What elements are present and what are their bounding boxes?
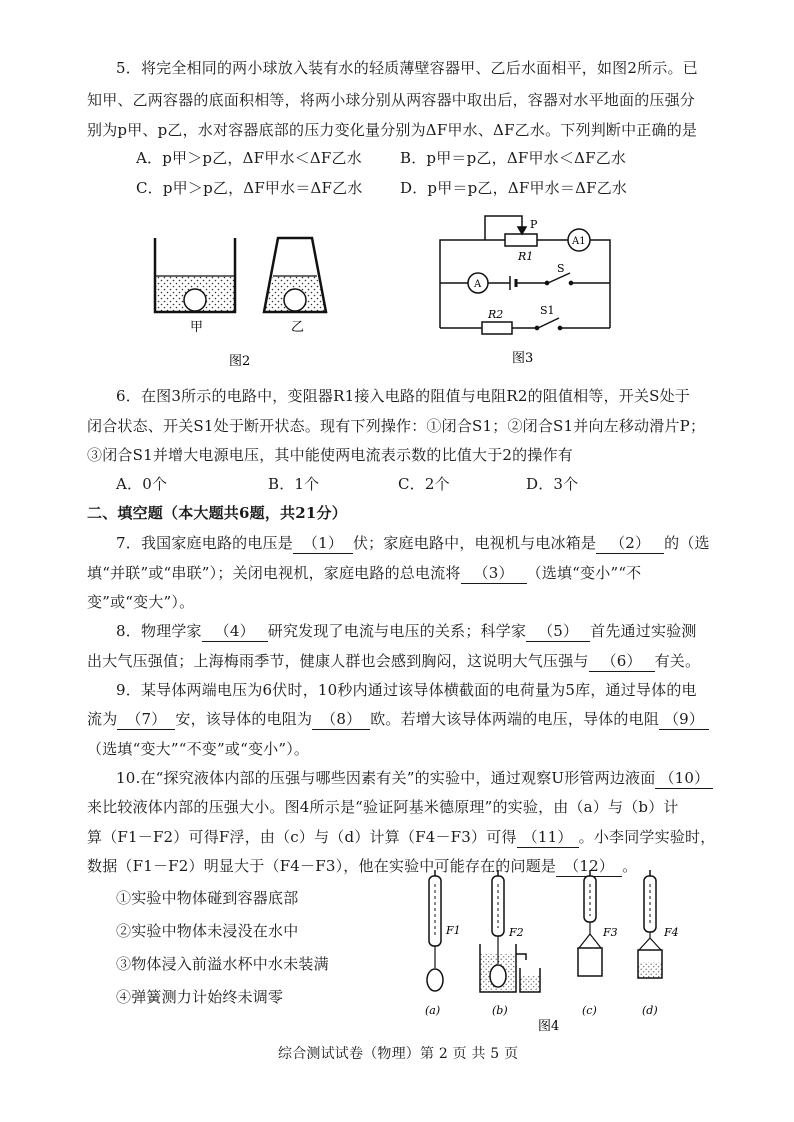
q8-text-1c: 首先通过实验测 — [590, 622, 697, 640]
blank-10[interactable]: （10） — [655, 768, 713, 789]
blank-12[interactable]: （12） — [556, 856, 622, 877]
q5-line3: 别为p甲、p乙，水对容器底部的压力变化量分别为ΔF甲水、ΔF乙水。下列判断中正确的是 — [87, 121, 698, 139]
figure-3-caption: 图3 — [512, 351, 534, 366]
q9-line1: 9．某导体两端电压为6伏时，10秒内通过该导体横截面的电荷量为5库，通过导体的电 — [116, 681, 697, 699]
rheostat-r1 — [505, 234, 537, 246]
q9-line2 — [87, 709, 709, 730]
q9-text-2c: 欧。若增大该导体两端的电压，导体的电阻 — [370, 710, 660, 728]
empty-beaker-c — [578, 948, 602, 976]
label-a: (a) — [425, 1004, 441, 1017]
q5-option-c: C．p甲＞p乙，ΔF甲水＝ΔF乙水 — [136, 179, 363, 197]
figure-4-caption: 图4 — [538, 1019, 560, 1033]
container-jia — [155, 238, 235, 312]
setup-a — [425, 870, 461, 1017]
q7-text-1a: 7．我国家庭电路的电压是 — [116, 534, 293, 552]
blank-5[interactable]: （5） — [526, 621, 590, 642]
q7-text-1c: 的（选 — [664, 534, 710, 552]
label-b: (b) — [492, 1004, 508, 1017]
q10-line2: 来比较液体内部的压强大小。图4所示是“验证阿基米德原理”的实验，由（a）与（b）计 — [87, 798, 679, 816]
setup-d — [638, 870, 679, 1017]
q6-option-b: B．1个 — [268, 475, 320, 493]
q10-option-1: ①实验中物体碰到容器底部 — [116, 889, 299, 907]
q7-line1 — [116, 533, 710, 554]
q5-option-a: A．p甲＞p乙，ΔF甲水＜ΔF乙水 — [136, 149, 362, 167]
label-a: A — [474, 279, 482, 290]
setup-b — [480, 870, 540, 1017]
label-yi: 乙 — [291, 320, 305, 335]
label-f1: F1 — [446, 924, 461, 937]
q10-text-4b: 。 — [622, 857, 638, 875]
label-c: (c) — [582, 1004, 597, 1017]
q6-line1: 6．在图3所示的电路中，变阻器R1接入电路的阻值与电阻R2的阻值相等，开关S处于 — [116, 387, 691, 405]
ball-yi — [284, 289, 306, 311]
q9-text-2a: 流为 — [87, 710, 118, 728]
q6-line3: ③闭合S1并增大电源电压，其中能使两电流表示数的比值大于2的操作有 — [87, 446, 573, 464]
label-r1: R1 — [518, 250, 534, 263]
q10-option-4: ④弹簧测力计始终未调零 — [116, 988, 284, 1006]
q10-option-3: ③物体浸入前溢水杯中水未装满 — [116, 955, 329, 973]
object-a — [427, 969, 443, 991]
figure-2-containers — [145, 228, 335, 373]
blank-2[interactable]: （2） — [596, 533, 664, 554]
label-s1: S1 — [540, 304, 555, 317]
label-p: P — [530, 218, 538, 231]
blank-9[interactable]: （9） — [659, 709, 709, 730]
label-f3: F3 — [603, 926, 618, 939]
q5-option-b: B．p甲＝p乙，ΔF甲水＜ΔF乙水 — [400, 149, 627, 167]
q7-text-2a: 填“并联”或“串联”）；关闭电视机，家庭电路的总电流将 — [87, 564, 461, 582]
q8-text-1b: 研究发现了电流与电压的关系；科学家 — [267, 622, 527, 640]
label-d: (d) — [642, 1004, 658, 1017]
ball-jia — [184, 289, 206, 311]
blank-4[interactable]: （4） — [202, 621, 268, 642]
q10-line1 — [116, 768, 713, 789]
blank-7[interactable]: （7） — [117, 709, 175, 730]
blank-8[interactable]: （8） — [312, 709, 370, 730]
setup-c — [578, 870, 618, 1017]
q8-line2 — [87, 651, 700, 672]
q10-text-3a: 算（F1－F2）可得F浮，由（c）与（d）计算（F4－F3）可得 — [87, 828, 517, 846]
label-s: S — [557, 262, 565, 275]
q5-line2: 知甲、乙两容器的底面积相等，将两小球分别从两容器中取出后，容器对水平地面的压强分 — [87, 91, 696, 109]
q7-line3: 变”或“变大”）。 — [87, 593, 195, 611]
container-yi — [264, 238, 326, 312]
section-2-title: 二、填空题（本大题共6题，共21分） — [87, 504, 347, 522]
q10-line3 — [87, 827, 715, 848]
q9-line3: （选填“变大”“不变”或“变小”）。 — [87, 740, 310, 758]
q10-option-2: ②实验中物体未浸没在水中 — [116, 922, 299, 940]
q6-option-d: D．3个 — [526, 475, 579, 493]
switch-s1 — [538, 318, 559, 328]
page-footer: 综合测试试卷（物理）第 2 页 共 5 页 — [278, 1046, 519, 1062]
q9-text-2b: 安，该导体的电阻为 — [175, 710, 313, 728]
object-b — [490, 965, 506, 987]
label-a1: A1 — [572, 236, 586, 247]
label-f2: F2 — [509, 926, 524, 939]
q10-text-3b: 。小李同学实验时， — [578, 828, 716, 846]
blank-6[interactable]: （6） — [589, 651, 655, 672]
resistor-r2 — [482, 322, 512, 334]
q8-text-1a: 8．物理学家 — [116, 622, 202, 640]
figure-4-archimedes-experiment — [410, 868, 690, 1033]
figure-2-caption: 图2 — [229, 354, 251, 369]
blank-3[interactable]: （3） — [461, 563, 527, 584]
q10-text-1a: 10.在“探究液体内部的压强与哪些因素有关”的实验中，通过观察U形管两边液面 — [116, 769, 656, 787]
blank-1[interactable]: （1） — [293, 533, 353, 554]
q7-text-1b: 伏；家庭电路中，电视机与电冰箱是 — [352, 534, 597, 552]
label-jia: 甲 — [190, 320, 204, 335]
q6-option-a: A．0个 — [116, 475, 168, 493]
q5-option-d: D．p甲＝p乙，ΔF甲水＝ΔF乙水 — [400, 179, 628, 197]
q7-line2 — [87, 563, 641, 584]
blank-11[interactable]: （11） — [517, 827, 579, 848]
label-f4: F4 — [664, 926, 679, 939]
figure-3-circuit — [430, 210, 620, 370]
q8-text-2a: 出大气压强值；上海梅雨季节，健康人群也会感到胸闷，这说明大气压强与 — [87, 652, 589, 670]
q8-line1 — [116, 621, 697, 642]
q7-text-2b: （选填“变小”“不 — [526, 564, 642, 582]
q6-line2: 闭合状态、开关S1处于断开状态。现有下列操作：①闭合S1；②闭合S1并向左移动滑片P； — [87, 417, 706, 435]
q5-line1: 5．将完全相同的两小球放入装有水的轻质薄壁容器甲、乙后水面相平，如图2所示。已 — [116, 59, 698, 77]
q8-text-2b: 有关。 — [654, 652, 701, 670]
label-r2: R2 — [488, 308, 504, 321]
q6-option-c: C．2个 — [398, 475, 450, 493]
q10-text-4a: 数据（F1－F2）明显大于（F4－F3），他在实验中可能存在的问题是 — [87, 857, 557, 875]
